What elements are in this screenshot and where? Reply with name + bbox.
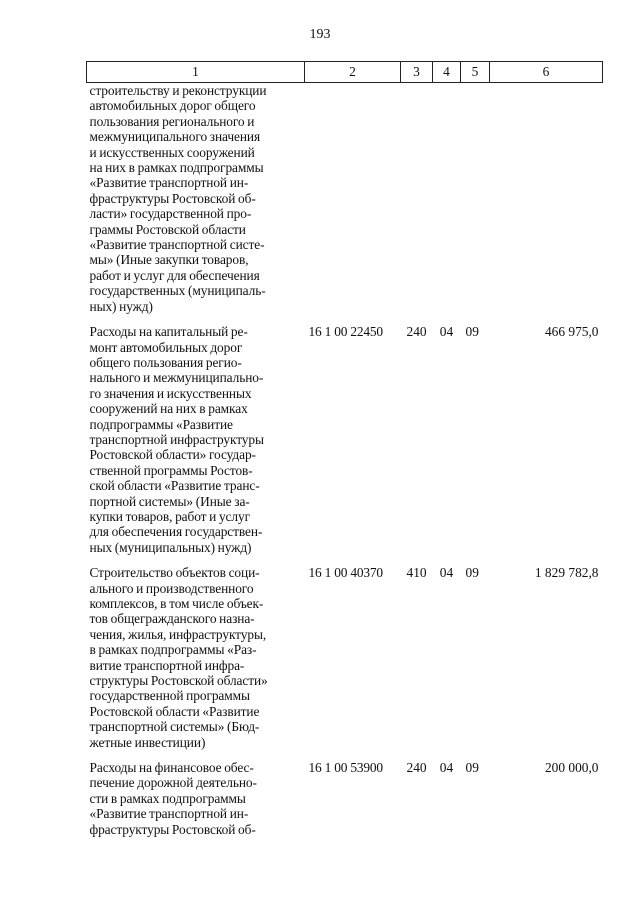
description-line: в рамках подпрограммы «Раз- — [89, 642, 257, 658]
description-line: портной системы» (Иные за- — [89, 493, 250, 509]
description-line: Ростовской области» государ- — [89, 447, 256, 463]
column-header-code: 2 — [305, 62, 401, 83]
description-line: ных (муниципальных) нужд) — [89, 539, 252, 555]
table-row — [87, 83, 603, 325]
target-code: 16 1 00 22450 — [308, 324, 383, 340]
expense-type — [401, 83, 433, 325]
column-header-pr: 5 — [461, 62, 490, 83]
description-line: Ростовской области «Развитие — [89, 703, 260, 719]
description-line: «Развитие транспортной ин- — [89, 806, 249, 822]
subsection-code: 09 — [465, 565, 479, 581]
description-line: Строительство объектов соци- — [89, 565, 260, 581]
description-line: для обеспечения государствен- — [89, 524, 263, 540]
description-line: ального и производственного — [89, 580, 254, 596]
description-line: го значения и искусственных — [89, 385, 252, 401]
description-line: «Развитие транспортной систе- — [89, 237, 265, 253]
description-line: пользования регионального и — [89, 113, 255, 129]
description-line: государственных (муниципаль- — [89, 283, 266, 299]
column-header-vr: 3 — [401, 62, 433, 83]
description-line: фраструктуры Ростовской об- — [89, 190, 256, 206]
description-line: мы» (Иные закупки товаров, — [89, 252, 249, 268]
target-code: 16 1 00 53900 — [308, 760, 383, 776]
table-row — [87, 760, 603, 847]
description-line: работ и услуг для обеспечения — [89, 267, 260, 283]
description-line: печение дорожной деятельно- — [89, 775, 257, 791]
description-line: общего пользования регио- — [89, 354, 242, 370]
amount: 200 000,0 — [544, 760, 599, 776]
description-line: граммы Ростовской области — [89, 221, 246, 237]
subsection-code — [461, 83, 490, 325]
description-line: ской области «Развитие транс- — [89, 478, 260, 494]
description-line: ственной программы Ростов- — [89, 462, 253, 478]
description-line: ласти» государственной про- — [89, 206, 252, 222]
description-line: тов общегражданского назна- — [89, 611, 255, 627]
target-code: 16 1 00 40370 — [308, 565, 383, 581]
description-line: чения, жилья, инфраструктуры, — [89, 626, 267, 642]
budget-table — [86, 61, 603, 847]
expense-description — [87, 760, 305, 847]
description-line: сооружений на них в рамках — [89, 401, 248, 417]
description-line: и искусственных сооружений — [89, 144, 255, 160]
section-code: 04 — [439, 760, 454, 776]
expense-description — [87, 324, 305, 565]
description-line: строительству и реконструкции — [89, 83, 267, 98]
description-line: сти в рамках подпрограммы — [89, 790, 246, 806]
subsection-code: 09 — [465, 760, 479, 776]
description-line: государственной программы — [89, 688, 250, 704]
description-line: витие транспортной инфра- — [89, 657, 245, 673]
expense-description — [87, 83, 305, 325]
description-line: транспортной системы» (Бюд- — [89, 719, 260, 735]
column-header-name: 1 — [87, 62, 305, 83]
amount — [490, 83, 603, 325]
amount: 466 975,0 — [544, 324, 599, 340]
description-line: нального и межмуниципально- — [89, 370, 264, 386]
description-line: Расходы на финансовое обес- — [89, 760, 254, 776]
description-line: структуры Ростовской области» — [89, 673, 268, 689]
subsection-code: 09 — [465, 324, 479, 340]
amount: 1 829 782,8 — [534, 565, 599, 581]
description-line: транспортной инфраструктуры — [89, 431, 264, 447]
description-line: комплексов, в том числе объек- — [89, 596, 264, 611]
description-line: на них в рамках подпрограммы — [89, 160, 264, 176]
description-line: межмуниципального значения — [89, 129, 261, 145]
section-code: 04 — [439, 324, 454, 340]
description-line: Расходы на капитальный ре- — [89, 324, 248, 340]
section-code — [433, 83, 461, 325]
description-line: купки товаров, работ и услуг — [89, 508, 250, 524]
description-line: ных) нужд) — [89, 298, 153, 314]
column-header-amount: 6 — [490, 62, 603, 83]
target-code — [305, 83, 401, 325]
description-line: фраструктуры Ростовской об- — [89, 821, 256, 837]
expense-type: 410 — [406, 565, 427, 581]
table-row — [87, 324, 603, 565]
description-line: автомобильных дорог общего — [89, 98, 256, 114]
table-header-row — [87, 62, 603, 83]
description-line: подпрограммы «Развитие — [89, 416, 233, 432]
page-number: 193 — [309, 27, 331, 42]
expense-type: 240 — [406, 760, 427, 776]
description-line: «Развитие транспортной ин- — [89, 175, 249, 191]
expense-type: 240 — [406, 324, 427, 340]
expense-description — [87, 565, 305, 760]
column-header-rz: 4 — [433, 62, 461, 83]
description-line: монт автомобильных дорог — [89, 339, 243, 355]
section-code: 04 — [439, 565, 454, 581]
table-row — [87, 565, 603, 760]
description-line: жетные инвестиции) — [89, 734, 206, 750]
